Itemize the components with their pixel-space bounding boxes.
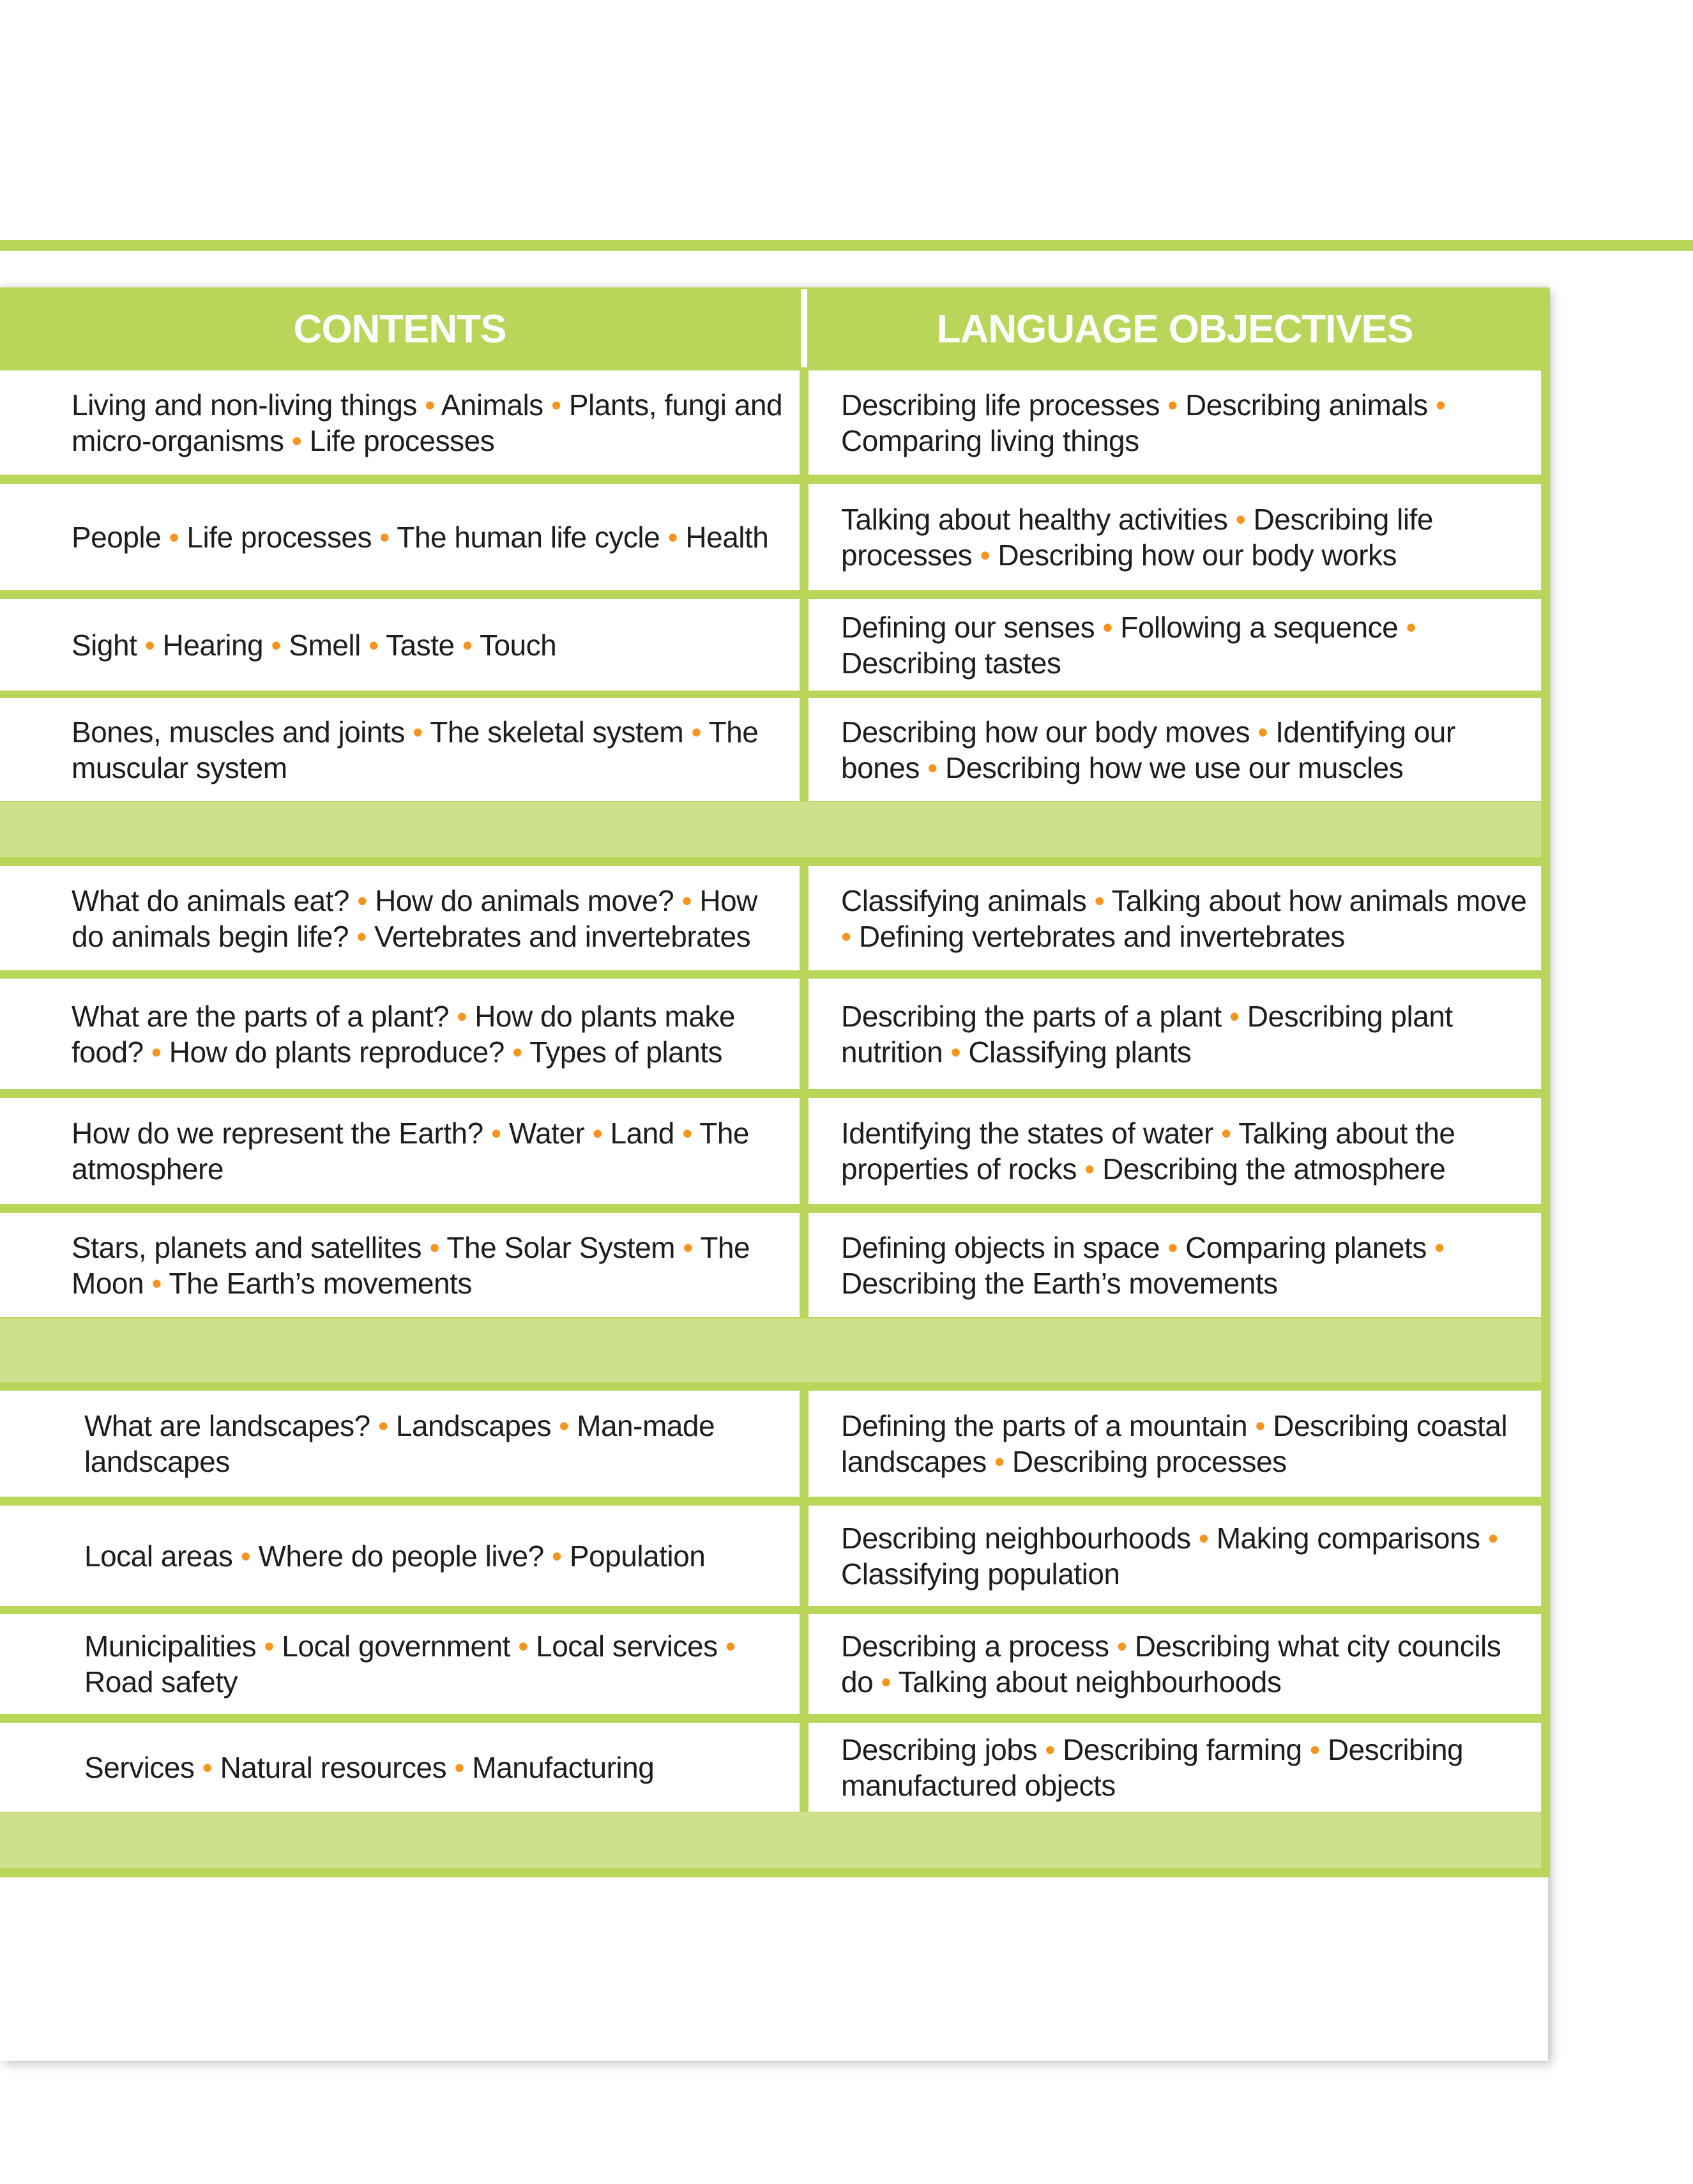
bullet-icon: • [1406, 610, 1416, 644]
bullet-icon: • [379, 521, 390, 554]
topic-item: Talking about the properties of rocks [841, 1117, 1455, 1186]
bullet-icon: • [413, 715, 423, 749]
bullet-icon: • [667, 521, 678, 554]
objectives-cell [809, 698, 1541, 801]
bullet-icon: • [144, 628, 155, 662]
bullet-icon: • [356, 919, 367, 953]
top-rule [0, 240, 1693, 251]
objectives-cell [809, 1098, 1541, 1204]
contents-cell [0, 370, 800, 475]
bullet-icon: • [1102, 610, 1112, 644]
bullet-icon: • [202, 1750, 213, 1784]
topic-item: Describing the parts of a plant [841, 999, 1222, 1033]
objectives-cell [809, 1614, 1541, 1714]
header-contents-label: CONTENTS [293, 307, 506, 351]
bullet-icon: • [368, 628, 379, 662]
section-separator-band [0, 1812, 1541, 1868]
topic-item: Describing jobs [841, 1732, 1037, 1766]
contents-cell [0, 698, 800, 801]
topic-item: The Earth’s movements [169, 1266, 472, 1300]
bullet-icon: • [1045, 1732, 1055, 1766]
contents-cell [0, 599, 800, 691]
topic-item: Describing what city councils do [841, 1630, 1501, 1699]
contents-cell [0, 484, 800, 590]
objectives-cell [809, 484, 1541, 590]
topic-item: Identifying the states of water [841, 1117, 1213, 1150]
topic-item: The Moon [72, 1230, 750, 1300]
bullet-icon: • [1487, 1521, 1498, 1555]
bullet-icon: • [980, 538, 991, 572]
bullet-icon: • [457, 999, 467, 1033]
topic-item: Classifying population [841, 1557, 1120, 1591]
topic-item: Landscapes [395, 1409, 551, 1442]
topic-item: Types of plants [529, 1035, 723, 1069]
bullet-icon: • [683, 1230, 693, 1264]
header-objectives-label: LANGUAGE OBJECTIVES [936, 307, 1413, 351]
bullet-icon: • [552, 1539, 562, 1573]
bullet-icon: • [240, 1539, 251, 1573]
topic-item: Health [685, 521, 769, 554]
bullet-icon: • [378, 1409, 388, 1442]
topic-item: Stars, planets and satellites [72, 1230, 422, 1264]
bullet-icon: • [1434, 1230, 1445, 1264]
bullet-icon: • [950, 1035, 961, 1069]
contents-cell [0, 1506, 800, 1606]
bullet-icon: • [1084, 1152, 1095, 1186]
bullet-icon: • [271, 628, 282, 662]
section-separator-band [0, 1318, 1541, 1382]
topic-item: Describing plant nutrition [841, 999, 1453, 1069]
topic-item: Describing life processes [841, 388, 1160, 422]
topic-item: Services [84, 1750, 195, 1784]
topic-item: Classifying animals [841, 883, 1087, 917]
bullet-icon: • [490, 1117, 501, 1150]
contents-cell [0, 866, 800, 970]
topic-item: Touch [479, 628, 557, 662]
bullet-icon: • [425, 388, 435, 422]
topic-item: Municipalities [84, 1630, 257, 1663]
topic-item: Local services [536, 1630, 718, 1663]
topic-item: Following a sequence [1120, 610, 1399, 644]
topic-item: Life processes [309, 424, 495, 457]
bullet-icon: • [1094, 883, 1105, 917]
bullet-icon: • [682, 1117, 692, 1150]
contents-cell [0, 1723, 800, 1812]
bullet-icon: • [462, 628, 473, 662]
topic-item: Classifying plants [968, 1035, 1192, 1069]
bullet-icon: • [691, 715, 702, 749]
topic-item: Hearing [162, 628, 264, 662]
bullet-icon: • [1198, 1521, 1209, 1555]
topic-item: Talking about neighbourhoods [898, 1665, 1282, 1699]
topic-item: Natural resources [220, 1750, 447, 1784]
topic-item: How do plants make food? [72, 999, 735, 1069]
bullet-icon: • [169, 521, 179, 554]
bullet-icon: • [1167, 388, 1178, 422]
header-contents [0, 287, 800, 370]
topic-item: Smell [289, 628, 361, 662]
objectives-cell [809, 599, 1541, 691]
bullet-icon: • [592, 1117, 603, 1150]
topic-item: Comparing living things [841, 424, 1139, 457]
bullet-icon: • [1167, 1230, 1178, 1264]
topic-item: Describing coastal landscapes [841, 1409, 1508, 1478]
topic-item: What do animals eat? [72, 883, 349, 917]
topic-item: The atmosphere [72, 1117, 749, 1186]
topic-item: Plants, fungi and micro-organisms [72, 388, 783, 457]
bullet-icon: • [291, 424, 302, 457]
topic-item: Describing how our body works [998, 538, 1397, 572]
topic-item: How do animals move? [375, 883, 674, 917]
objectives-cell [809, 370, 1541, 475]
topic-item: Water [508, 1117, 585, 1150]
bullet-icon: • [1309, 1732, 1320, 1766]
section-separator-band [0, 802, 1541, 857]
bullet-icon: • [429, 1230, 439, 1264]
bullet-icon: • [1235, 503, 1246, 536]
topic-item: Taste [386, 628, 455, 662]
bullet-icon: • [725, 1630, 736, 1663]
topic-item: The human life cycle [397, 521, 660, 554]
topic-item: Bones, muscles and joints [72, 715, 405, 749]
topic-item: Population [569, 1539, 706, 1573]
bullet-icon: • [994, 1445, 1005, 1478]
topic-item: Life processes [186, 521, 372, 554]
topic-item: Defining objects in space [841, 1230, 1160, 1264]
topic-item: Sight [72, 628, 137, 662]
bullet-icon: • [1229, 999, 1240, 1033]
bullet-icon: • [681, 883, 692, 917]
bullet-icon: • [264, 1630, 275, 1663]
topic-item: The muscular system [72, 715, 759, 784]
topic-item: Man-made landscapes [84, 1409, 715, 1478]
topic-item: Describing the Earth’s movements [841, 1266, 1278, 1300]
topic-item: How do we represent the Earth? [72, 1117, 483, 1150]
topic-item: Where do people live? [258, 1539, 544, 1573]
bullet-icon: • [454, 1750, 464, 1784]
topic-item: Talking about healthy activities [841, 503, 1228, 536]
topic-item: What are the parts of a plant? [72, 999, 450, 1033]
topic-item: Road safety [84, 1665, 238, 1699]
topic-item: Making comparisons [1216, 1521, 1480, 1555]
topic-item: Defining our senses [841, 610, 1095, 644]
objectives-cell [809, 1506, 1541, 1606]
topic-item: People [72, 521, 162, 554]
bullet-icon: • [841, 919, 851, 953]
bullet-icon: • [881, 1665, 892, 1699]
topic-item: Defining the parts of a mountain [841, 1409, 1248, 1442]
topic-item: Land [610, 1117, 674, 1150]
bullet-icon: • [927, 751, 938, 784]
objectives-cell [809, 1213, 1541, 1317]
objectives-cell [809, 1391, 1541, 1497]
header-language-objectives [809, 287, 1541, 370]
topic-item: Talking about how animals move [1111, 883, 1527, 917]
bullet-icon: • [151, 1035, 162, 1069]
topic-item: The Solar System [446, 1230, 675, 1264]
bullet-icon: • [1435, 388, 1446, 422]
topic-item: Local areas [84, 1539, 233, 1573]
topic-item: Comparing planets [1185, 1230, 1427, 1264]
topic-item: The skeletal system [430, 715, 684, 749]
bullet-icon: • [518, 1630, 528, 1663]
topic-item: Local government [282, 1630, 510, 1663]
bullet-icon: • [559, 1409, 569, 1442]
topic-item: Describing farming [1063, 1732, 1302, 1766]
topic-item: Vertebrates and invertebrates [374, 919, 751, 953]
topic-item: Manufacturing [472, 1750, 655, 1784]
topic-item: Animals [441, 388, 543, 422]
bullet-icon: • [1221, 1117, 1231, 1150]
contents-cell [0, 1391, 800, 1497]
topic-item: Identifying our bones [841, 715, 1455, 784]
objectives-cell [809, 979, 1541, 1089]
topic-item: Describing processes [1012, 1445, 1287, 1478]
contents-cell [0, 1614, 800, 1714]
contents-cell [0, 979, 800, 1089]
topic-item: Describing neighbourhoods [841, 1521, 1191, 1555]
bullet-icon: • [1255, 1409, 1265, 1442]
topic-item: How do animals begin life? [72, 883, 757, 953]
bullet-icon: • [550, 388, 561, 422]
bullet-icon: • [1257, 715, 1268, 749]
topic-item: Describing life processes [841, 503, 1433, 572]
topic-item: Describing tastes [841, 646, 1061, 680]
bullet-icon: • [1116, 1630, 1127, 1663]
topic-item: How do plants reproduce? [169, 1035, 505, 1069]
header-divider [801, 289, 807, 367]
objectives-cell [809, 1723, 1541, 1812]
bullet-icon: • [512, 1035, 522, 1069]
topic-item: Describing how we use our muscles [945, 751, 1404, 784]
topic-item: What are landscapes? [84, 1409, 370, 1442]
topic-item: Describing a process [841, 1630, 1109, 1663]
bullet-icon: • [357, 883, 367, 917]
topic-item: Describing animals [1185, 388, 1428, 422]
contents-cell [0, 1098, 800, 1204]
topic-item: Defining vertebrates and invertebrates [858, 919, 1345, 953]
contents-cell [0, 1213, 800, 1317]
objectives-cell [809, 866, 1541, 970]
topic-item: Describing the atmosphere [1102, 1152, 1446, 1186]
topic-item: Describing how our body moves [841, 715, 1250, 749]
topic-item: Living and non-living things [72, 388, 417, 422]
topic-item: Describing manufactured objects [841, 1732, 1464, 1802]
bullet-icon: • [151, 1266, 162, 1300]
